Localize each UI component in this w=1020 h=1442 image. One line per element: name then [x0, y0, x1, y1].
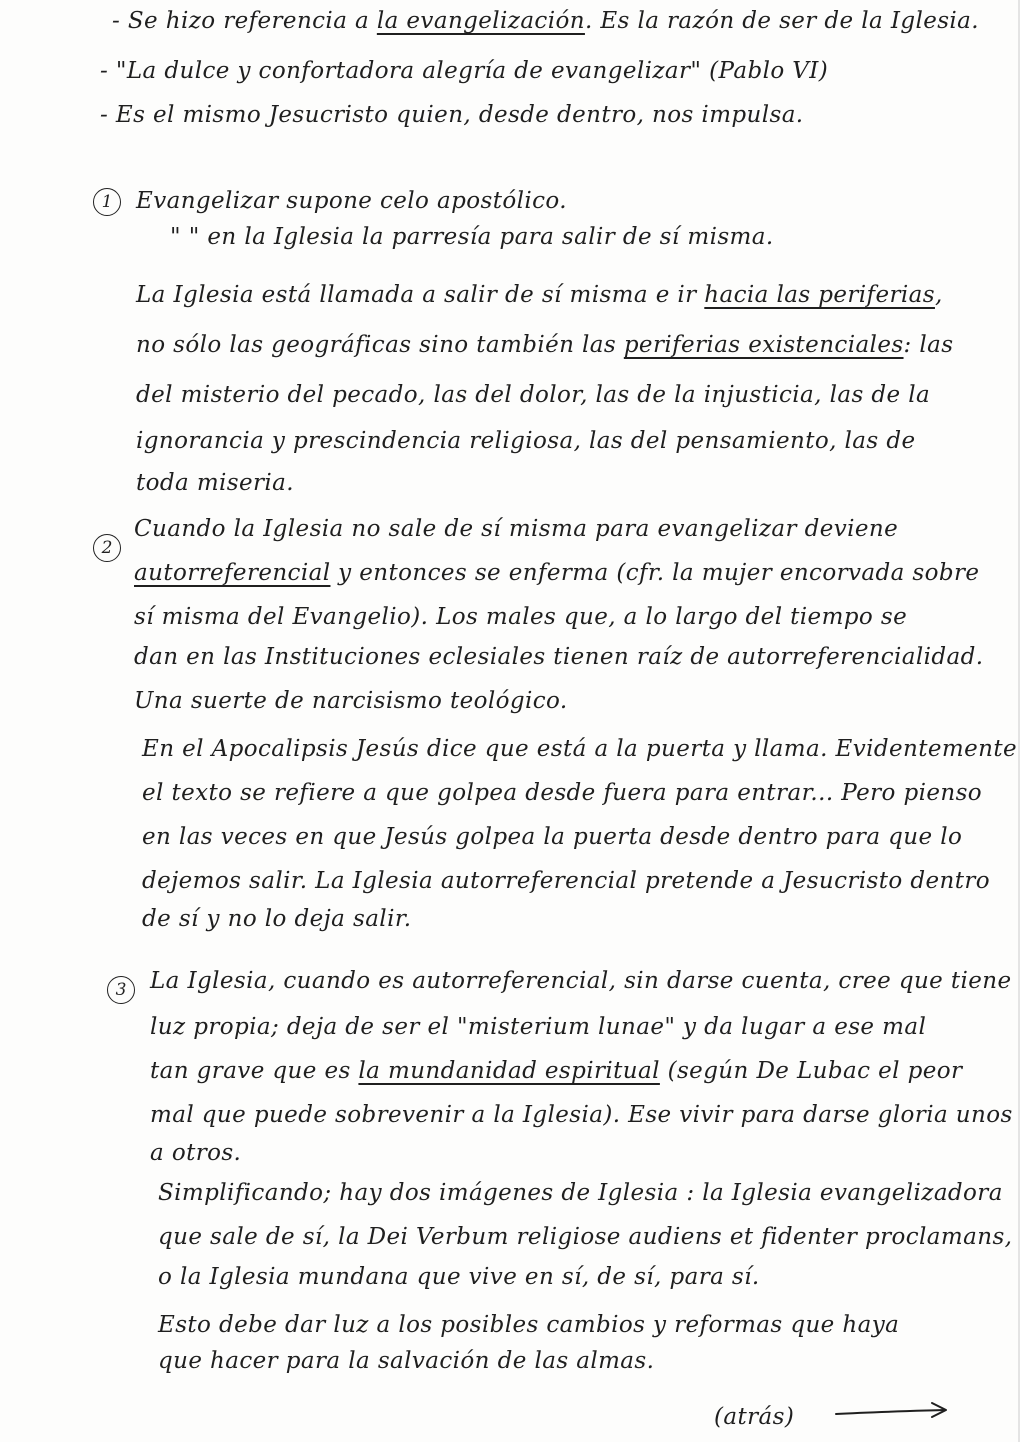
note-joy: - "La dulce y confortadora alegría de evangelizar" (Pablo VI)	[100, 58, 829, 84]
s3-line-5: a otros.	[150, 1140, 242, 1166]
s1-line-5: del misterio del pecado, las del dolor, las de la injusticia, las de la	[136, 382, 931, 408]
underlined-periferias: hacia las periferias	[704, 282, 935, 308]
s3-line-8: o la Iglesia mundana que vive en sí, de sí, para sí.	[158, 1264, 760, 1290]
s1-line-3: La Iglesia está llamada a salir de sí misma e ir hacia las periferias,	[136, 282, 943, 308]
arrow-right-icon	[832, 1398, 952, 1428]
s1-line-4: no sólo las geográficas sino también las periferias existenciales: las	[136, 332, 954, 358]
turn-over-label: (atrás)	[714, 1404, 795, 1430]
underlined-periferias-existenciales: periferias existenciales	[623, 332, 904, 358]
s2-line-1: Cuando la Iglesia no sale de sí misma para evangelizar deviene	[134, 516, 899, 542]
note-impulse: - Es el mismo Jesucristo quien, desde dentro, nos impulsa.	[100, 102, 804, 128]
s3-line-7: que sale de sí, la Dei Verbum religiose audiens et fidenter proclamans,	[158, 1224, 1013, 1250]
s1-line-7: toda miseria.	[136, 470, 294, 496]
underlined-evangelization: la evangelización	[376, 8, 585, 34]
s1-line-6: ignorancia y prescindencia religiosa, las del pensamiento, las de	[136, 428, 916, 454]
s2-line-6: En el Apocalipsis Jesús dice que está a la puerta y llama. Evidentemente	[142, 736, 1017, 762]
s3-line-1: La Iglesia, cuando es autorreferencial, sin darse cuenta, cree que tiene	[150, 968, 1012, 994]
s3-line-6: Simplificando; hay dos imágenes de Iglesia : la Iglesia evangelizadora	[158, 1180, 1003, 1206]
s2-line-5: Una suerte de narcisismo teológico.	[134, 688, 568, 714]
underlined-autorreferencial: autorreferencial	[134, 560, 331, 586]
section-2-number: 2	[93, 534, 121, 562]
s2-line-10: de sí y no lo deja salir.	[142, 906, 412, 932]
note-evangelization: - Se hizo referencia a la evangelización. Es la razón de ser de la Iglesia.	[112, 8, 979, 34]
s2-line-9: dejemos salir. La Iglesia autorreferencial pretende a Jesucristo dentro	[142, 868, 990, 894]
s2-line-4: dan en las Instituciones eclesiales tienen raíz de autorreferencialidad.	[134, 644, 984, 670]
s2-line-2: autorreferencial y entonces se enferma (cfr. la mujer encorvada sobre	[134, 560, 980, 586]
underlined-mundanidad: la mundanidad espiritual	[358, 1058, 660, 1084]
s3-line-3: tan grave que es la mundanidad espiritual (según De Lubac el peor	[150, 1058, 963, 1084]
s3-line-2: luz propia; deja de ser el "misterium lunae" y da lugar a ese mal	[150, 1014, 927, 1040]
s1-line-2: " " en la Iglesia la parresía para salir de sí misma.	[170, 224, 774, 250]
s2-line-8: en las veces en que Jesús golpea la puerta desde dentro para que lo	[142, 824, 963, 850]
s2-line-3: sí misma del Evangelio). Los males que, a lo largo del tiempo se	[134, 604, 908, 630]
s3-line-9: Esto debe dar luz a los posibles cambios y reformas que haya	[158, 1312, 900, 1338]
section-3-number: 3	[107, 976, 135, 1004]
s3-line-10: que hacer para la salvación de las almas.	[158, 1348, 655, 1374]
s2-line-7: el texto se refiere a que golpea desde fuera para entrar... Pero pienso	[142, 780, 983, 806]
s3-line-4: mal que puede sobrevenir a la Iglesia). Ese vivir para darse gloria unos	[150, 1102, 1013, 1128]
s1-line-1: Evangelizar supone celo apostólico.	[136, 188, 567, 214]
section-1-number: 1	[93, 188, 121, 216]
